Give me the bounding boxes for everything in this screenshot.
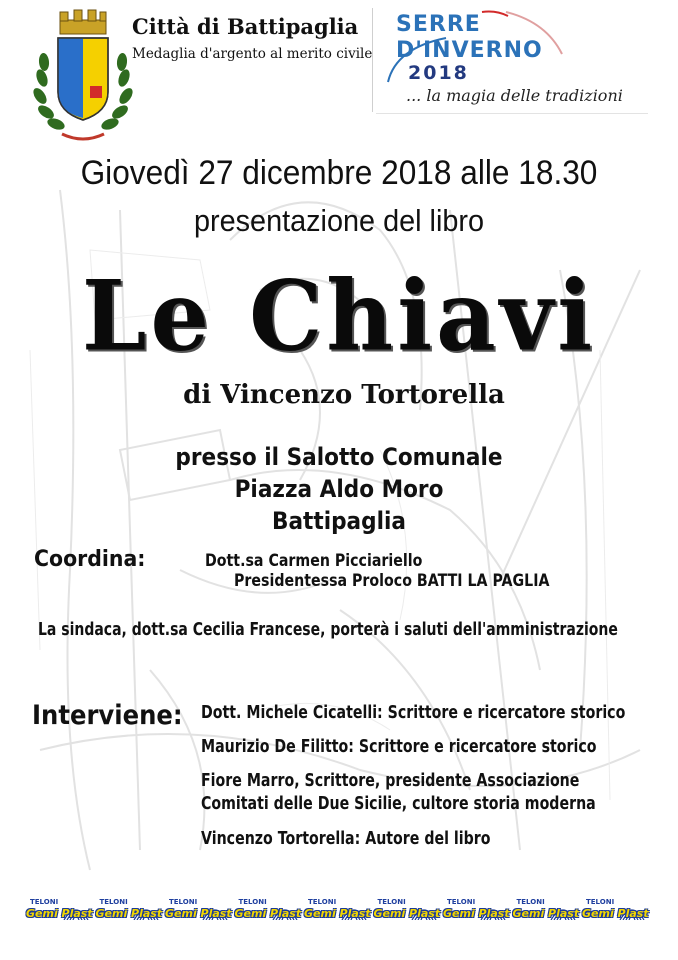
speaker-item: Vincenzo Tortorella: Autore del libro	[201, 829, 491, 849]
sponsor-top-text: TELONI	[516, 898, 545, 906]
city-name: Città di Battipaglia	[132, 14, 359, 39]
sponsor-name-text: Gemi Plast	[304, 907, 371, 920]
logo-tagline: ... la magia delle tradizioni	[406, 86, 623, 105]
sponsor-top-text: TELONI	[30, 898, 59, 906]
sponsor-name-text: Gemi Plast	[26, 907, 93, 920]
sponsor-name-text: Gemi Plast	[373, 907, 441, 920]
speaker-item-continuation: Comitati delle Due Sicilie, cultore storia moderna	[201, 794, 596, 814]
sponsor-top-text: TELONI	[308, 898, 337, 906]
book-author: di Vincenzo Tortorella	[183, 380, 505, 410]
coordinator-role: Presidentessa Proloco BATTI LA PAGLIA	[234, 571, 550, 590]
coordina-label: Coordina:	[34, 547, 146, 572]
sponsor-name-text: Gemi Plast	[95, 907, 163, 920]
presentation-heading: presentazione del libro	[193, 203, 485, 238]
sponsor-name-text: Gemi Plast	[165, 907, 232, 920]
greetings-text: La sindaca, dott.sa Cecilia Francese, porterà i saluti dell'amministrazione	[38, 620, 618, 640]
sponsor-logo-icon	[234, 898, 302, 928]
sponsor-logo-icon	[26, 898, 93, 928]
city-subtitle: Medaglia d'argento al merito civile	[132, 46, 373, 62]
logo-serre-text: SERRE	[396, 12, 481, 37]
sponsor-top-text: TELONI	[99, 898, 128, 906]
venue-line-3: Battipaglia	[272, 507, 406, 535]
sponsor-top-text: TELONI	[586, 898, 615, 906]
sponsor-top-text: TELONI	[447, 898, 476, 906]
sponsor-logo-icon	[582, 898, 649, 928]
sponsor-logo-icon	[443, 898, 510, 928]
sponsor-top-text: TELONI	[169, 898, 198, 906]
logo-year: 2018	[408, 62, 469, 84]
event-date-time: Giovedì 27 dicembre 2018 alle 18.30	[80, 154, 598, 192]
sponsor-logo-icon	[304, 898, 371, 928]
speaker-item: Maurizio De Filitto: Scrittore e ricercatore storico	[201, 737, 597, 757]
sponsor-logo-icon	[95, 898, 163, 928]
sponsor-row	[26, 898, 649, 928]
speaker-item: Fiore Marro, Scrittore, presidente Associazione	[201, 771, 580, 791]
sponsor-name-text: Gemi Plast	[512, 907, 580, 920]
venue-line-1: presso il Salotto Comunale	[175, 443, 503, 471]
venue-line-2: Piazza Aldo Moro	[234, 475, 444, 503]
sponsor-top-text: TELONI	[377, 898, 406, 906]
speaker-item: Dott. Michele Cicatelli: Scrittore e ricercatore storico	[201, 703, 626, 723]
coordinator-name: Dott.sa Carmen Picciariello	[205, 551, 423, 570]
book-title: Le Chiavi	[81, 259, 597, 373]
logo-inverno-text: D'INVERNO	[396, 38, 543, 63]
sponsor-top-text: TELONI	[238, 898, 267, 906]
interviene-label: Interviene:	[32, 700, 183, 731]
sponsor-name-text: Gemi Plast	[443, 907, 510, 920]
sponsor-logo-icon	[373, 898, 441, 928]
sponsor-name-text: Gemi Plast	[234, 907, 302, 920]
sponsor-name-text: Gemi Plast	[582, 907, 649, 920]
sponsor-logo-icon	[512, 898, 580, 928]
sponsor-logo-icon	[165, 898, 232, 928]
